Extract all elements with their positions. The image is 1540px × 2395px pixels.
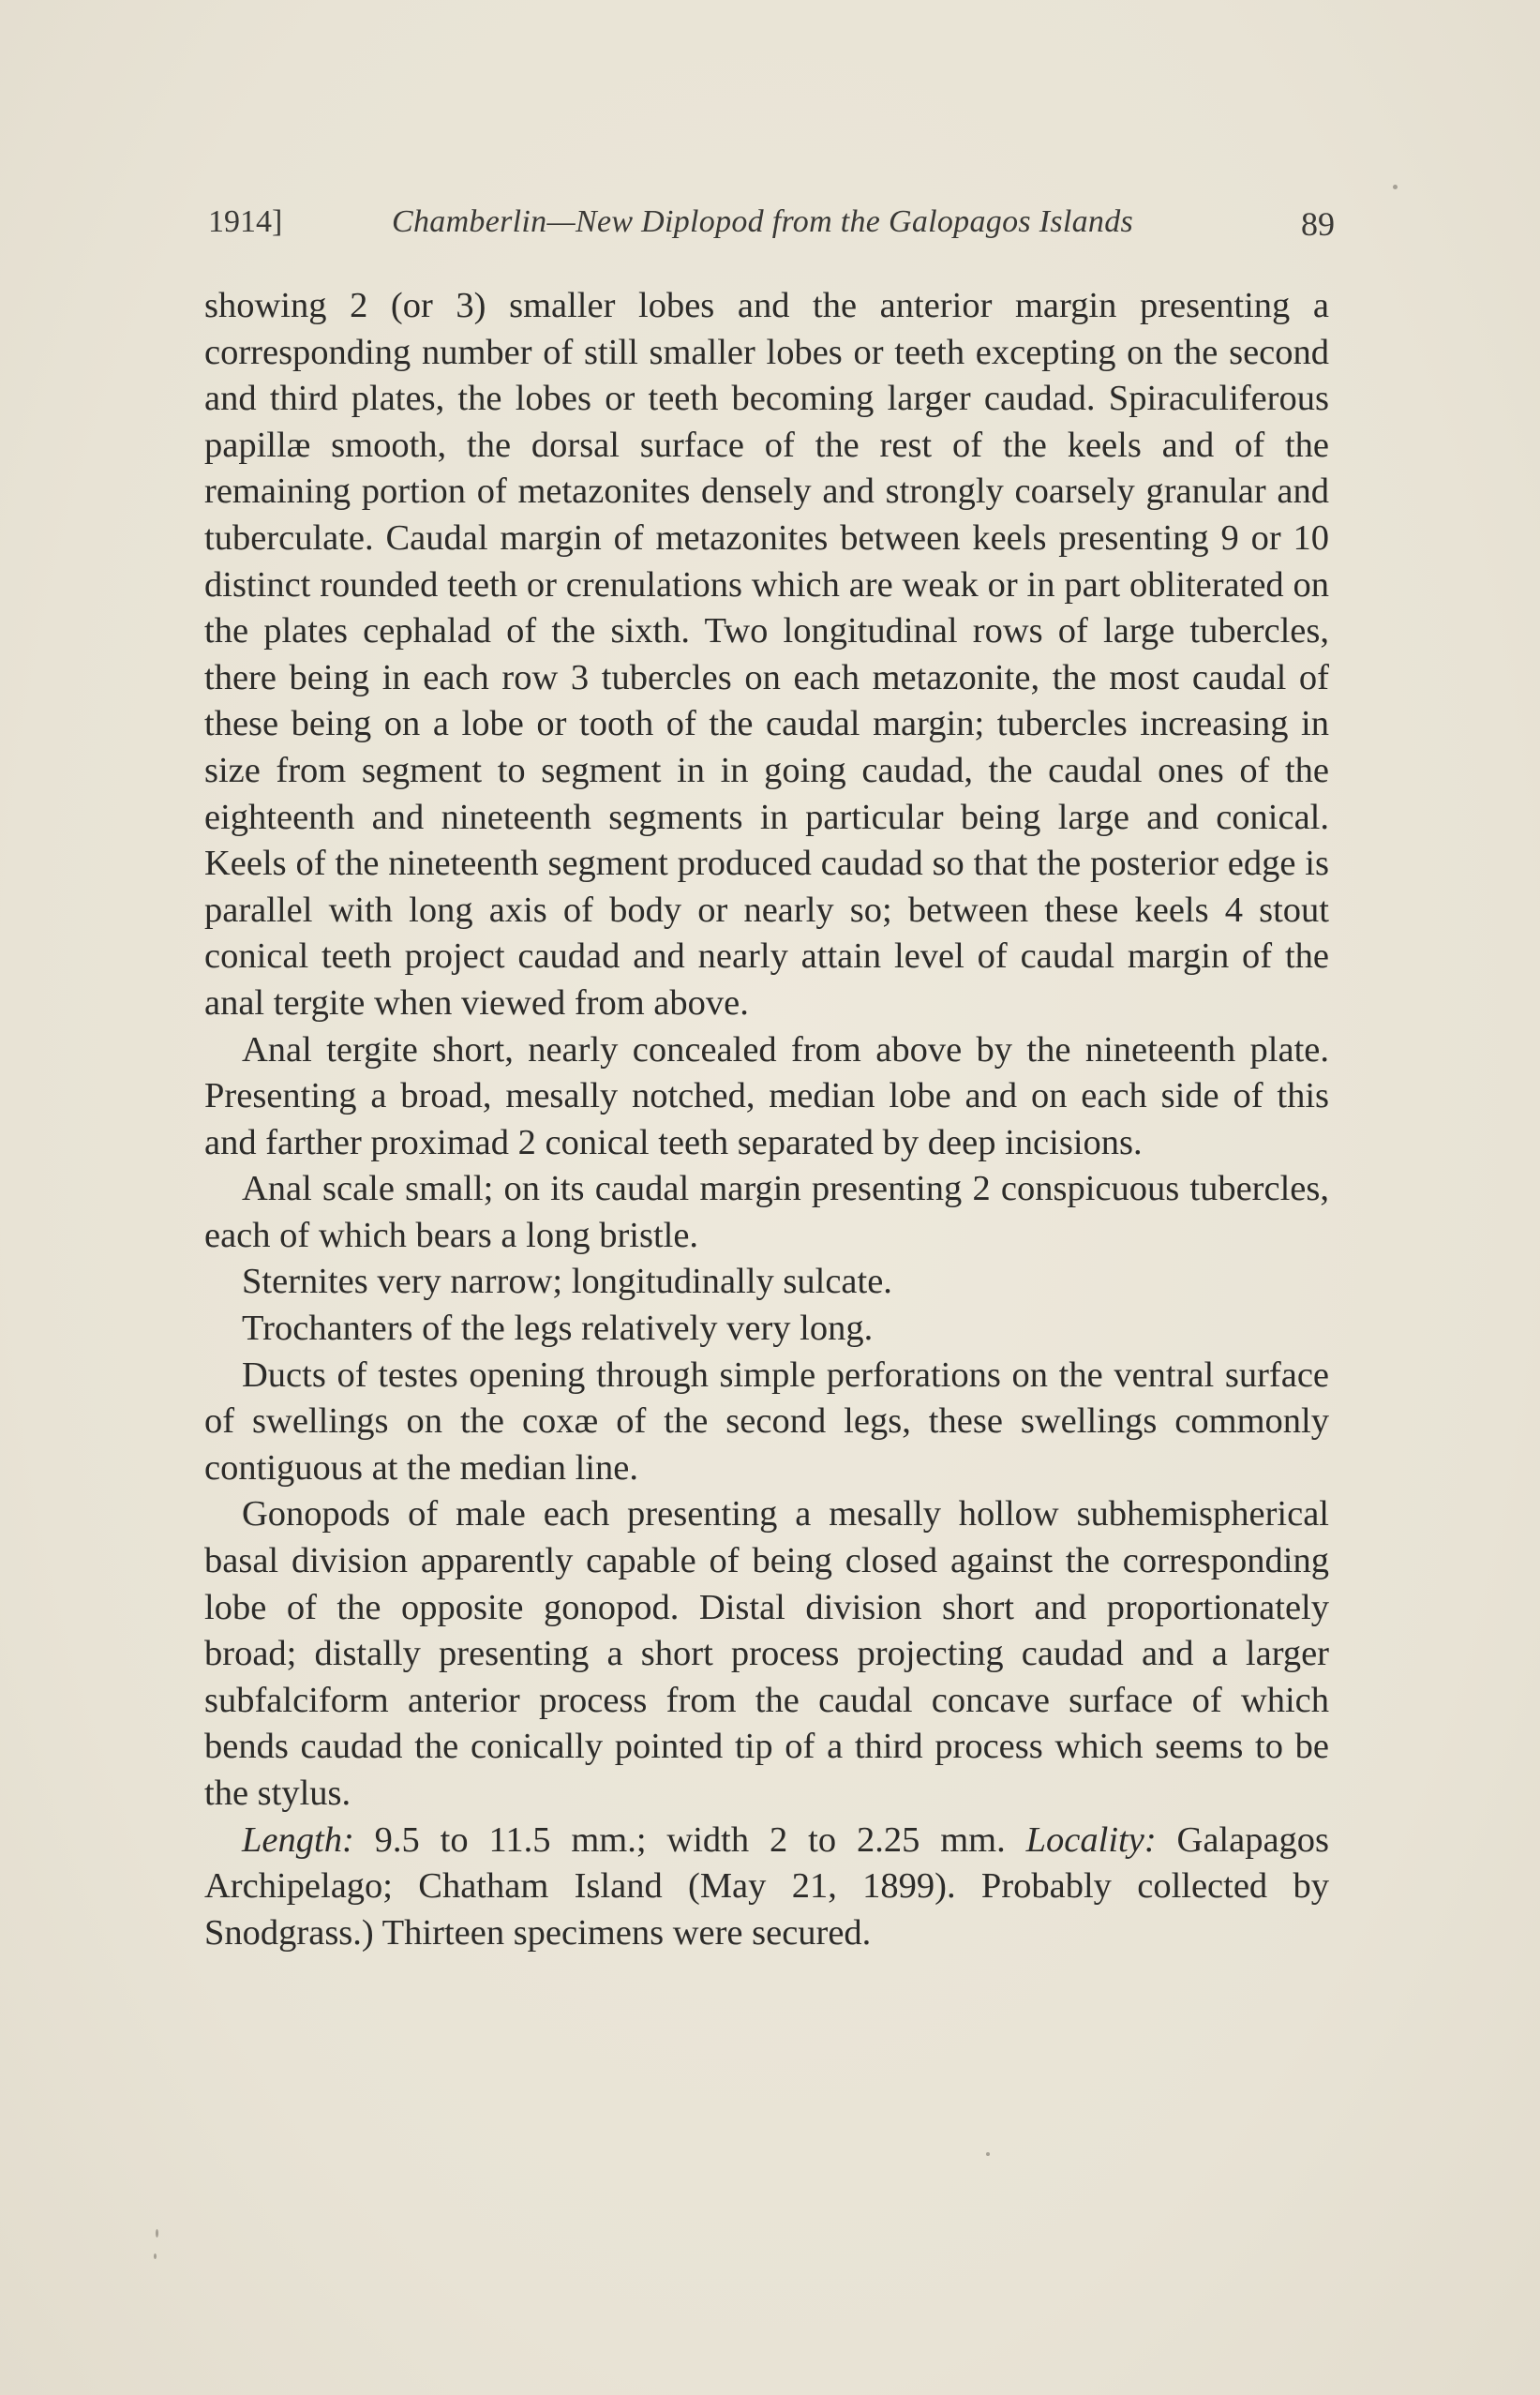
length-value: 9.5 to 11.5 mm.; width 2 to 2.25 mm. (374, 1819, 1006, 1860)
paragraph-gonopods: Gonopods of male each presenting a mesally hollow subhemispherical basal division apparently capable of being closed against the corresponding lobe of the opposite gonopod. Distal division short and proportionately broad; distally presenting a short process projecting caudad and a larger subfalciform anterior process from the caudal concave surface of which bends caudad the conically pointed tip of a third process which seems to be the stylus. (204, 1494, 1329, 1813)
locality-label: Locality: (1025, 1819, 1157, 1860)
header-running-title: Chamberlin—New Diplopod from the Galopagos Islands (392, 204, 1134, 239)
paper-speck (156, 2229, 158, 2238)
length-label: Length: (242, 1819, 354, 1860)
paragraph-continuation: showing 2 (or 3) smaller lobes and the anterior margin presenting a corresponding number of still smaller lobes or teeth excepting on the second and third plates, the lobes or teeth becoming larger caudad. Spiraculiferous papillæ smooth, the dorsal surface of the rest of the keels and of the remaining portion of metazonites densely and strongly coarsely granular and tuberculate. Caudal margin of metazonites between keels presenting 9 or 10 distinct rounded teeth or crenulations which are weak or in part obliterated on the plates cephalad of the sixth. Two longitudinal rows of large tubercles, there being in each row 3 tubercles on each metazonite, the most caudal of these being on a lobe or tooth of the caudal margin; tubercles increasing in size from segment to segment in in going caudad, the caudal ones of the eighteenth and nineteenth segments in particular being large and conical. Keels of the nineteenth segment produced caudad so that the posterior edge is parallel with long axis of body or nearly so; between these keels 4 stout conical teeth project caudad and nearly attain level of caudal margin of the anal tergite when viewed from above. (204, 286, 1329, 1023)
paper-speck (986, 2152, 990, 2156)
header-year: 1914] (208, 204, 283, 239)
locality-value: Galapagos Archipelago; Chatham Island (May 21, 1899). Probably collected by Snodgrass.) Thirteen specimens were secured. (204, 1819, 1330, 1953)
paragraph-anal-scale: Anal scale small; on its caudal margin presenting 2 conspicuous tubercles, each of which bears a long bristle. (204, 1169, 1329, 1255)
paragraph-ducts: Ducts of testes opening through simple perforations on the ventral surface of swellings on the coxæ of the second legs, these swellings commonly contiguous at the median line. (204, 1355, 1329, 1488)
running-header (208, 204, 1335, 251)
paragraph-measurements (204, 1818, 1329, 1957)
body-text (204, 283, 1329, 1956)
paper-speck (1393, 185, 1398, 189)
paragraph-sternites: Sternites very narrow; longitudinally sulcate. (242, 1262, 892, 1302)
paper-speck (154, 2253, 157, 2259)
page-number: 89 (1301, 205, 1335, 243)
paragraph-anal-tergite: Anal tergite short, nearly concealed from above by the nineteenth plate. Presenting a broad, mesally notched, median lobe and on each side of this and farther proximad 2 conical teeth separated by deep incisions. (204, 1029, 1329, 1162)
paragraph-trochanters: Trochanters of the legs relatively very long. (242, 1309, 874, 1349)
